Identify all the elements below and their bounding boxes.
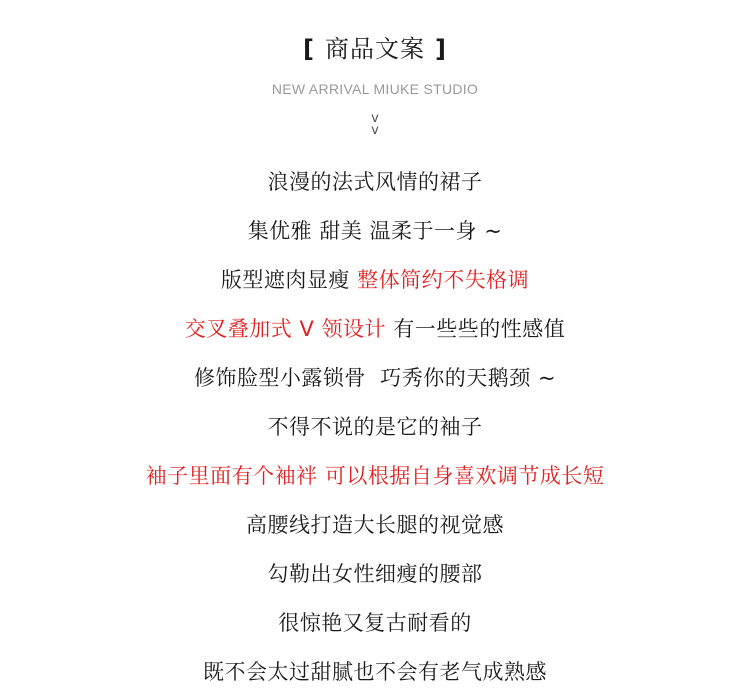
copy-text: 既不会太过甜腻也不会有老气成熟感 (203, 659, 547, 684)
highlight-text: 整体简约不失格调 (357, 267, 530, 292)
copy-line (0, 206, 750, 255)
copy-line (0, 402, 750, 451)
chevron-down-icon (0, 113, 750, 137)
copy-text: 勾勒出女性细瘦的腰部 (267, 561, 483, 586)
copy-line (0, 255, 750, 304)
copy-text: 浪漫的法式风情的裙子 (267, 169, 483, 194)
section-subtitle: NEW ARRIVAL MIUKE STUDIO (271, 81, 479, 97)
title-text: 商品文案 (325, 35, 425, 63)
highlight-text: 袖子里面有个袖袢 可以根据自身喜欢调节成长短 (145, 463, 605, 488)
copy-line (0, 451, 750, 500)
highlight-text: 交叉叠加式 V 领设计 (184, 316, 394, 341)
title-bracket-close: ] (435, 35, 447, 63)
chevron-down-icon-bottom: v (371, 123, 379, 138)
copy-line (0, 353, 750, 402)
copy-line (0, 500, 750, 549)
title-bracket-open: [ (303, 35, 315, 63)
copy-text: 不得不说的是它的袖子 (267, 414, 483, 439)
copy-text: 有一些些的性感值 (393, 316, 566, 341)
copy-text: 很惊艳又复古耐看的 (278, 610, 472, 635)
copy-lines (0, 157, 750, 696)
copy-text: 修饰脸型小露锁骨 巧秀你的天鹅颈 ~ (193, 365, 557, 390)
copy-line (0, 304, 750, 353)
copy-line (0, 598, 750, 647)
copy-text: 高腰线打造大长腿的视觉感 (246, 512, 504, 537)
copy-line (0, 157, 750, 206)
copy-text: 集优雅 甜美 温柔于一身 ~ (247, 218, 503, 243)
copy-line (0, 549, 750, 598)
chevron-down-icon-top: v (371, 111, 379, 126)
section-title (0, 32, 750, 66)
copy-line (0, 647, 750, 696)
copy-text: 版型遮肉显瘦 (220, 267, 358, 292)
